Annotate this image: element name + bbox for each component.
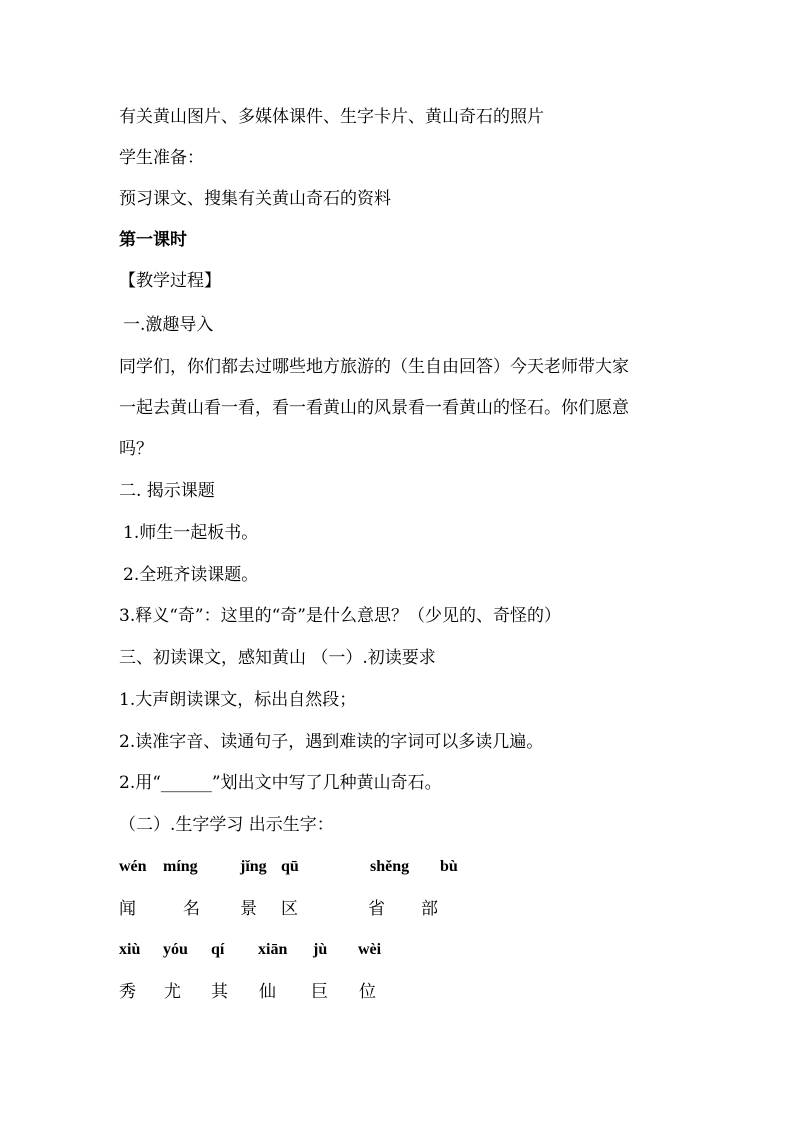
character: 秀 (119, 982, 136, 1002)
character: 闻 (119, 899, 136, 919)
pinyin: bù (440, 858, 458, 875)
list-item: 1.师生一起板书。 (123, 523, 259, 543)
character: 区 (281, 899, 298, 919)
list-item: 1.大声朗读课文，标出自然段； (119, 690, 357, 710)
pinyin: qū (281, 858, 299, 875)
paragraph-line: 一起去黄山看一看，看一看黄山的风景看一看黄山的怪石。你们愿意 (119, 398, 629, 418)
character: 位 (359, 982, 376, 1002)
lesson-heading: 第一课时 (119, 230, 187, 250)
pinyin: shěng (370, 858, 410, 875)
student-prep-heading: 学生准备： (119, 148, 204, 168)
pinyin: qí (211, 941, 225, 958)
pinyin: xiù (119, 941, 141, 958)
character: 巨 (311, 982, 328, 1002)
section-two-heading: 二. 揭示课题 (119, 481, 215, 501)
pinyin: wén (119, 858, 147, 875)
student-prep-line: 预习课文、搜集有关黄山奇石的资料 (119, 189, 391, 209)
pinyin: yóu (163, 941, 188, 958)
list-item: 2.用“______”划出文中写了几种黄山奇石。 (119, 773, 442, 793)
pinyin: míng (163, 858, 198, 875)
character: 尤 (164, 982, 181, 1002)
list-item: 3.释义“奇”：这里的“奇”是什么意思？（少见的、奇怪的） (119, 606, 561, 626)
pinyin: wèi (358, 941, 382, 958)
process-heading: 【教学过程】 (119, 271, 221, 291)
character: 省 (368, 899, 385, 919)
list-item: 2.全班齐读课题。 (123, 565, 259, 585)
character: 仙 (259, 982, 276, 1002)
pinyin: xiān (258, 941, 288, 958)
subsection-heading: （二）.生字学习 出示生字： (119, 815, 334, 835)
section-three-heading: 三、初读课文，感知黄山 （一）.初读要求 (119, 648, 436, 668)
character: 其 (211, 982, 228, 1002)
character: 名 (183, 899, 200, 919)
paragraph-line: 同学们，你们都去过哪些地方旅游的（生自由回答）今天老师带大家 (119, 357, 629, 377)
section-one-heading: 一.激趣导入 (123, 315, 214, 335)
paragraph-line: 吗？ (119, 439, 153, 459)
materials-line: 有关黄山图片、多媒体课件、生字卡片、黄山奇石的照片 (119, 107, 544, 127)
character: 景 (240, 899, 257, 919)
pinyin: jǐng (240, 858, 267, 875)
character: 部 (421, 899, 438, 919)
pinyin: jù (313, 941, 328, 958)
list-item: 2.读准字音、读通句子，遇到难读的字词可以多读几遍。 (119, 732, 544, 752)
